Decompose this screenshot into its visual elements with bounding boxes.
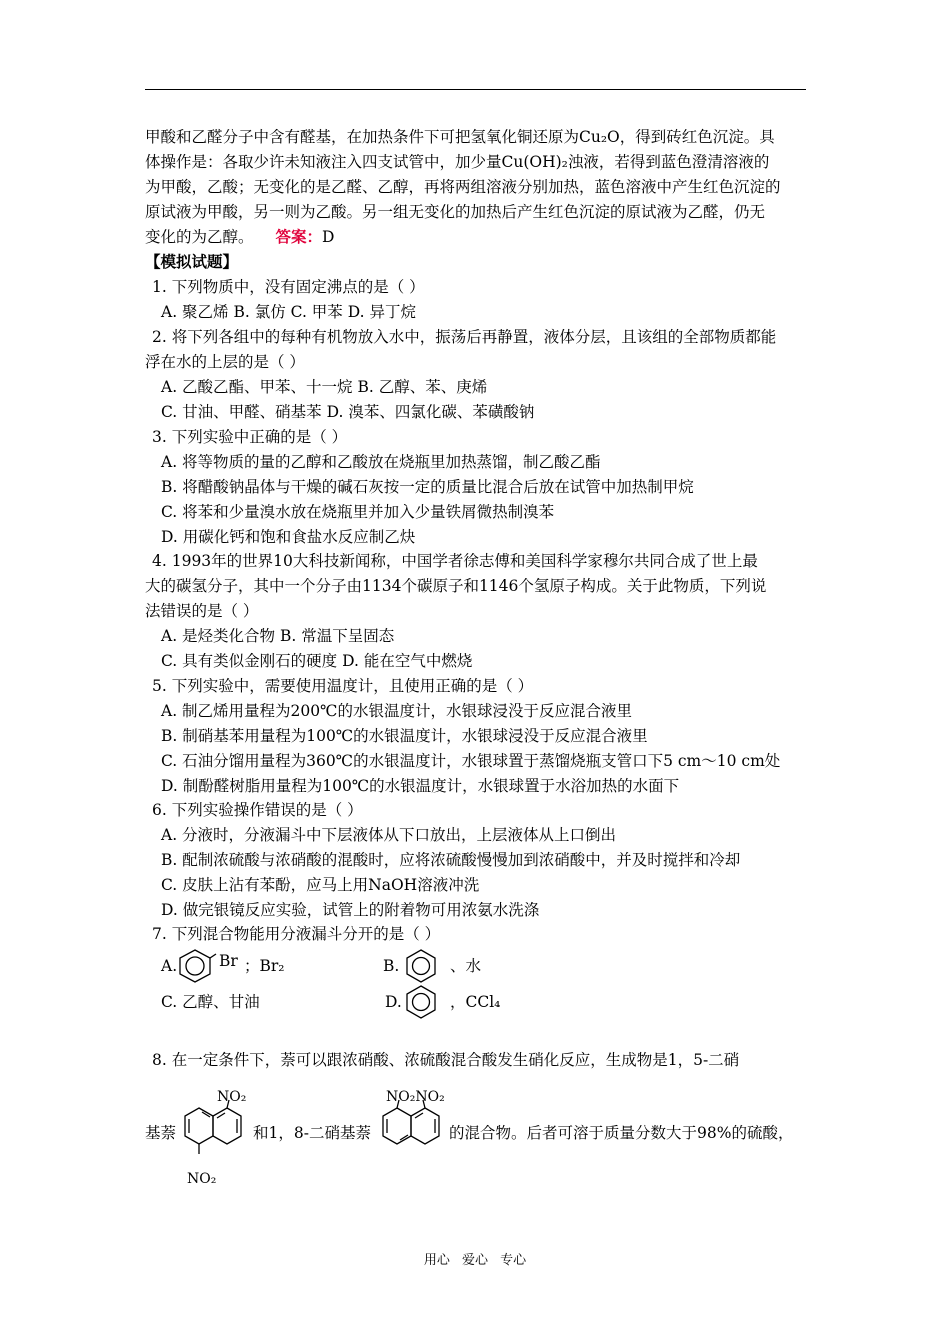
q8-part-1: 基萘 xyxy=(145,1124,177,1142)
q2-stem-2: 浮在水的上层的是（ ） xyxy=(145,353,305,371)
intro-line-5 xyxy=(145,227,334,247)
q8-line-1: 8. 在一定条件下，萘可以跟浓硝酸、浓硫酸混合酸发生硝化反应，生成物是1，5-二硝 xyxy=(152,1051,740,1069)
q4-options-1: A. 是烃类化合物 B. 常温下呈固态 xyxy=(161,627,395,645)
q1-stem: 1. 下列物质中，没有固定沸点的是（ ） xyxy=(152,278,425,296)
header-rule xyxy=(145,89,806,90)
no2-label-bottom: NO₂ xyxy=(187,1171,217,1187)
benzene-structure-b xyxy=(404,948,438,984)
dinitronaphthalene-1-5-structure xyxy=(183,1104,243,1154)
q2-stem-1: 2. 将下列各组中的每种有机物放入水中，振荡后再静置，液体分层，且该组的全部物质都能 xyxy=(152,328,777,346)
footer-word-3: 专心 xyxy=(500,1253,527,1268)
q5-option-a: A. 制乙烯用量程为200℃的水银温度计，水银球浸没于反应混合液里 xyxy=(161,702,632,720)
q4-stem-2: 大的碳氢分子，其中一个分子由1134个碳原子和1146个氢原子构成。关于此物质，下列说 xyxy=(145,577,767,595)
q3-option-a: A. 将等物质的量的乙醇和乙酸放在烧瓶里加热蒸馏，制乙酸乙酯 xyxy=(161,453,601,471)
q7-c-text: C. 乙醇、甘油 xyxy=(161,993,260,1011)
intro-line-4: 原试液为甲酸，另一则为乙酸。另一组无变化的加热后产生红色沉淀的原试液为乙醛，仍无 xyxy=(145,203,766,221)
answer-label: 答案： xyxy=(275,227,323,246)
q3-option-c: C. 将苯和少量溴水放在烧瓶里并加入少量铁屑微热制溴苯 xyxy=(161,503,555,521)
q7-b-label: B. xyxy=(383,957,400,975)
q6-option-d: D. 做完银镜反应实验，试管上的附着物可用浓氨水洗涤 xyxy=(161,901,540,919)
no2-pair-label: NO₂NO₂ xyxy=(386,1089,445,1105)
intro-line-3: 为甲酸，乙酸；无变化的是乙醛、乙醇，再将两组溶液分别加热，蓝色溶液中产生红色沉淀的 xyxy=(145,178,781,196)
q8-part-3: 的混合物。后者可溶于质量分数大于98%的硫酸， xyxy=(449,1124,794,1142)
footer-word-2: 爱心 xyxy=(461,1253,488,1268)
q6-stem: 6. 下列实验操作错误的是（ ） xyxy=(152,801,363,819)
q4-stem-1: 4. 1993年的世界10大科技新闻称，中国学者徐志傅和美国科学家穆尔共同合成了世上最 xyxy=(152,552,758,570)
q5-stem: 5. 下列实验中，需要使用温度计，且使用正确的是（ ） xyxy=(152,677,534,695)
footer-word-1: 用心 xyxy=(423,1253,450,1268)
q5-option-b: B. 制硝基苯用量程为100℃的水银温度计，水银球浸没于反应混合液里 xyxy=(161,727,648,745)
q7-stem: 7. 下列混合物能用分液漏斗分开的是（ ） xyxy=(152,925,441,943)
q7-b-rest: 、水 xyxy=(450,957,482,975)
q4-options-2: C. 具有类似金刚石的硬度 D. 能在空气中燃烧 xyxy=(161,652,473,670)
intro-line-2: 体操作是：各取少许未知液注入四支试管中，加少量Cu(OH)₂浊液，若得到蓝色澄清溶液的 xyxy=(145,153,770,171)
benzene-structure-d xyxy=(404,984,438,1020)
q4-stem-3: 法错误的是（ ） xyxy=(145,602,259,620)
q2-options-1: A. 乙酸乙酯、甲苯、十一烷 B. 乙醇、苯、庚烯 xyxy=(161,378,488,396)
q6-option-c: C. 皮肤上沾有苯酚，应马上用NaOH溶液冲洗 xyxy=(161,876,480,894)
page-footer xyxy=(0,1249,950,1268)
q7-a-br: Br xyxy=(219,952,238,970)
answer-value: D xyxy=(322,228,335,246)
q7-d-label: D. xyxy=(385,993,402,1011)
q6-option-a: A. 分液时，分液漏斗中下层液体从下口放出，上层液体从上口倒出 xyxy=(161,826,617,844)
bromobenzene-structure xyxy=(176,948,214,984)
q2-options-2: C. 甘油、甲醛、硝基苯 D. 溴苯、四氯化碳、苯磺酸钠 xyxy=(161,403,535,421)
q6-option-b: B. 配制浓硫酸与浓硝酸的混酸时，应将浓硫酸慢慢加到浓硝酸中，并及时搅拌和冷却 xyxy=(161,851,741,869)
q3-option-d: D. 用碳化钙和饱和食盐水反应制乙炔 xyxy=(161,528,416,546)
q3-stem: 3. 下列实验中正确的是（ ） xyxy=(152,428,348,446)
no2-label-top: NO₂ xyxy=(217,1089,247,1105)
intro-line-5-text: 变化的为乙醇。 xyxy=(145,228,254,246)
q5-option-c: C. 石油分馏用量程为360℃的水银温度计，水银球置于蒸馏烧瓶支管口下5 cm～10 cm处 xyxy=(161,752,781,770)
q3-option-b: B. 将醋酸钠晶体与干燥的碱石灰按一定的质量比混合后放在试管中加热制甲烷 xyxy=(161,478,694,496)
intro-line-1: 甲酸和乙醛分子中含有醛基，在加热条件下可把氢氧化铜还原为Cu₂O，得到砖红色沉淀。具 xyxy=(145,128,775,146)
q5-option-d: D. 制酚醛树脂用量程为100℃的水银温度计，水银球置于水浴加热的水面下 xyxy=(161,777,680,795)
dinitronaphthalene-1-8-structure xyxy=(381,1104,441,1154)
q8-part-2: 和1，8-二硝基萘 xyxy=(253,1124,371,1142)
q7-a-label: A. xyxy=(161,957,178,975)
q1-options: A. 聚乙烯 B. 氯仿 C. 甲苯 D. 异丁烷 xyxy=(161,303,416,321)
section-title: 【模拟试题】 xyxy=(145,252,239,271)
q7-a-rest: ；Br₂ xyxy=(244,957,285,975)
q7-d-rest: ，CCl₄ xyxy=(450,993,501,1011)
